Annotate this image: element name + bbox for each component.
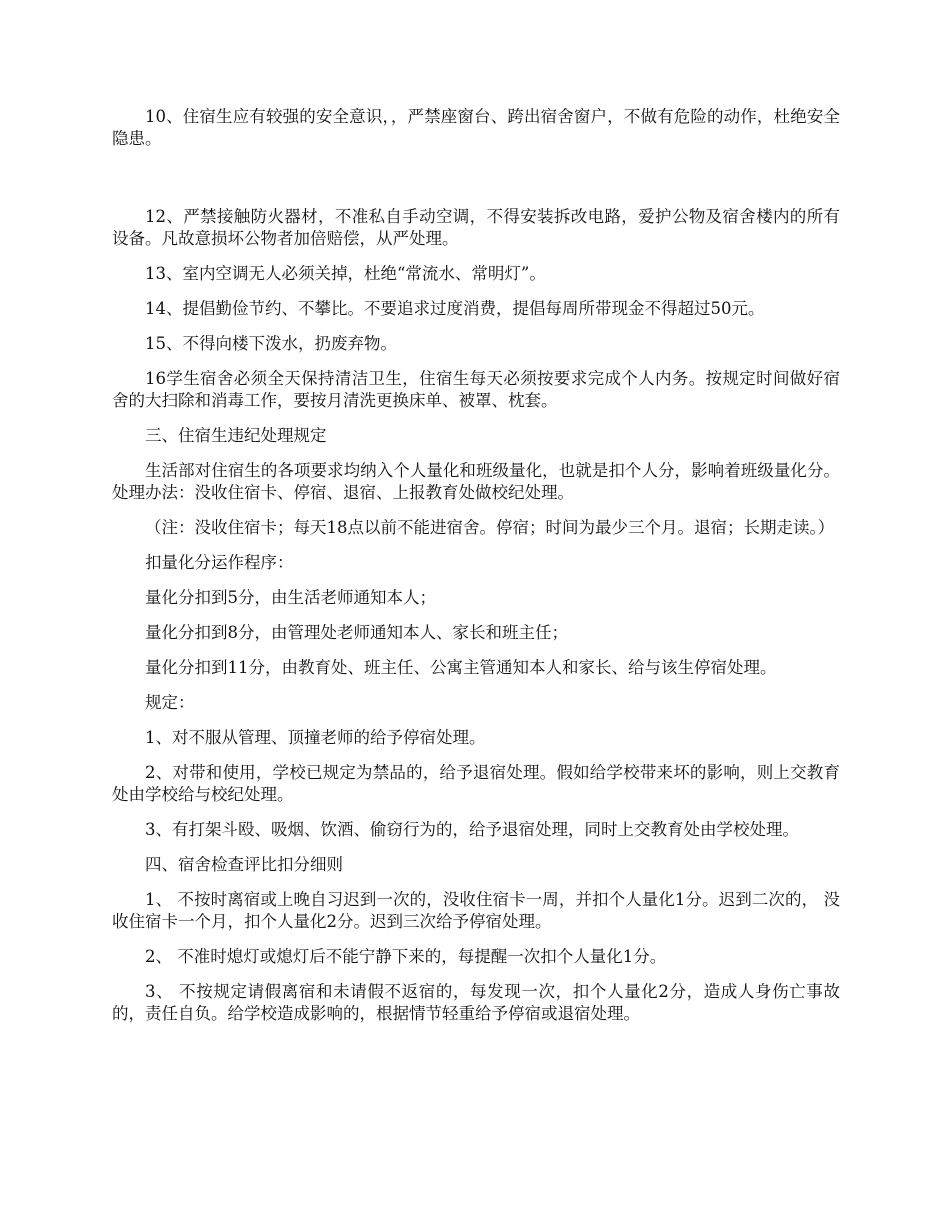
document-page bbox=[112, 106, 840, 1038]
regulation-2: 2、对带和使用，学校已规定为禁品的，给予退宿处理。假如给学校带来坏的影响，则上交教育处由学校给与校纪处理。 bbox=[112, 763, 840, 804]
detail-rule-1: 1、 不按时离宿或上晚自习迟到一次的，没收住宿卡一周，并扣个人量化1分。迟到二次的， 没收住宿卡一个月，扣个人量化2分。迟到三次给予停宿处理。 bbox=[112, 890, 840, 931]
quantification-paragraph: 生活部对住宿生的各项要求均纳入个人量化和班级量化，也就是扣个人分，影响着班级量化分。处理办法：没收住宿卡、停宿、退宿、上报教育处做校纪处理。 bbox=[112, 461, 840, 502]
regulation-1: 1、对不服从管理、顶撞老师的给予停宿处理。 bbox=[145, 728, 486, 747]
section-3-heading: 三、住宿生违纪处理规定 bbox=[145, 426, 327, 445]
rule-15-paragraph: 15、不得向楼下泼水，扔废弃物。 bbox=[145, 334, 397, 353]
section-4-heading: 四、宿舍检查评比扣分细则 bbox=[145, 855, 343, 874]
rule-12-paragraph: 12、严禁接触防火器材，不准私自手动空调，不得安装拆改电路，爱护公物及宿舍楼内的所有设备。凡故意损坏公物者加倍赔偿，从严处理。 bbox=[112, 207, 840, 248]
detail-rule-2: 2、 不准时熄灯或熄灯后不能宁静下来的，每提醒一次扣个人量化1分。 bbox=[145, 947, 667, 966]
regulations-heading: 规定： bbox=[145, 693, 195, 712]
note-paragraph: （注：没收住宿卡；每天18点以前不能进宿舍。停宿；时间为最少三个月。退宿；长期走读。） bbox=[145, 518, 835, 537]
rule-14-paragraph: 14、提倡勤俭节约、不攀比。不要追求过度消费，提倡每周所带现金不得超过50元。 bbox=[145, 299, 765, 318]
procedure-step-5: 量化分扣到5分，由生活老师通知本人； bbox=[145, 588, 436, 607]
regulation-3: 3、有打架斗殴、吸烟、饮酒、偷窃行为的，给予退宿处理，同时上交教育处由学校处理。 bbox=[145, 820, 799, 839]
rule-10-paragraph: 10、住宿生应有较强的安全意识，，严禁座窗台、跨出宿舍窗户，不做有危险的动作，杜绝安全隐患。 bbox=[112, 107, 840, 148]
procedure-step-11: 量化分扣到11分，由教育处、班主任、公寓主管通知本人和家长、给与该生停宿处理。 bbox=[145, 658, 777, 677]
rule-16-paragraph: 16学生宿舍必须全天保持清洁卫生，住宿生每天必须按要求完成个人内务。按规定时间做好宿舍的大扫除和消毒工作，要按月清洗更换床单、被罩、枕套。 bbox=[112, 369, 840, 410]
procedure-step-8: 量化分扣到8分，由管理处老师通知本人、家长和班主任； bbox=[145, 623, 568, 642]
rule-13-paragraph: 13、室内空调无人必须关掉，杜绝“常流水、常明灯”。 bbox=[145, 264, 546, 283]
detail-rule-3: 3、 不按规定请假离宿和未请假不返宿的，每发现一次，扣个人量化2分，造成人身伤亡事故的，责任自负。给学校造成影响的，根据情节轻重给予停宿或退宿处理。 bbox=[112, 982, 840, 1023]
procedure-heading: 扣量化分运作程序： bbox=[145, 553, 294, 572]
